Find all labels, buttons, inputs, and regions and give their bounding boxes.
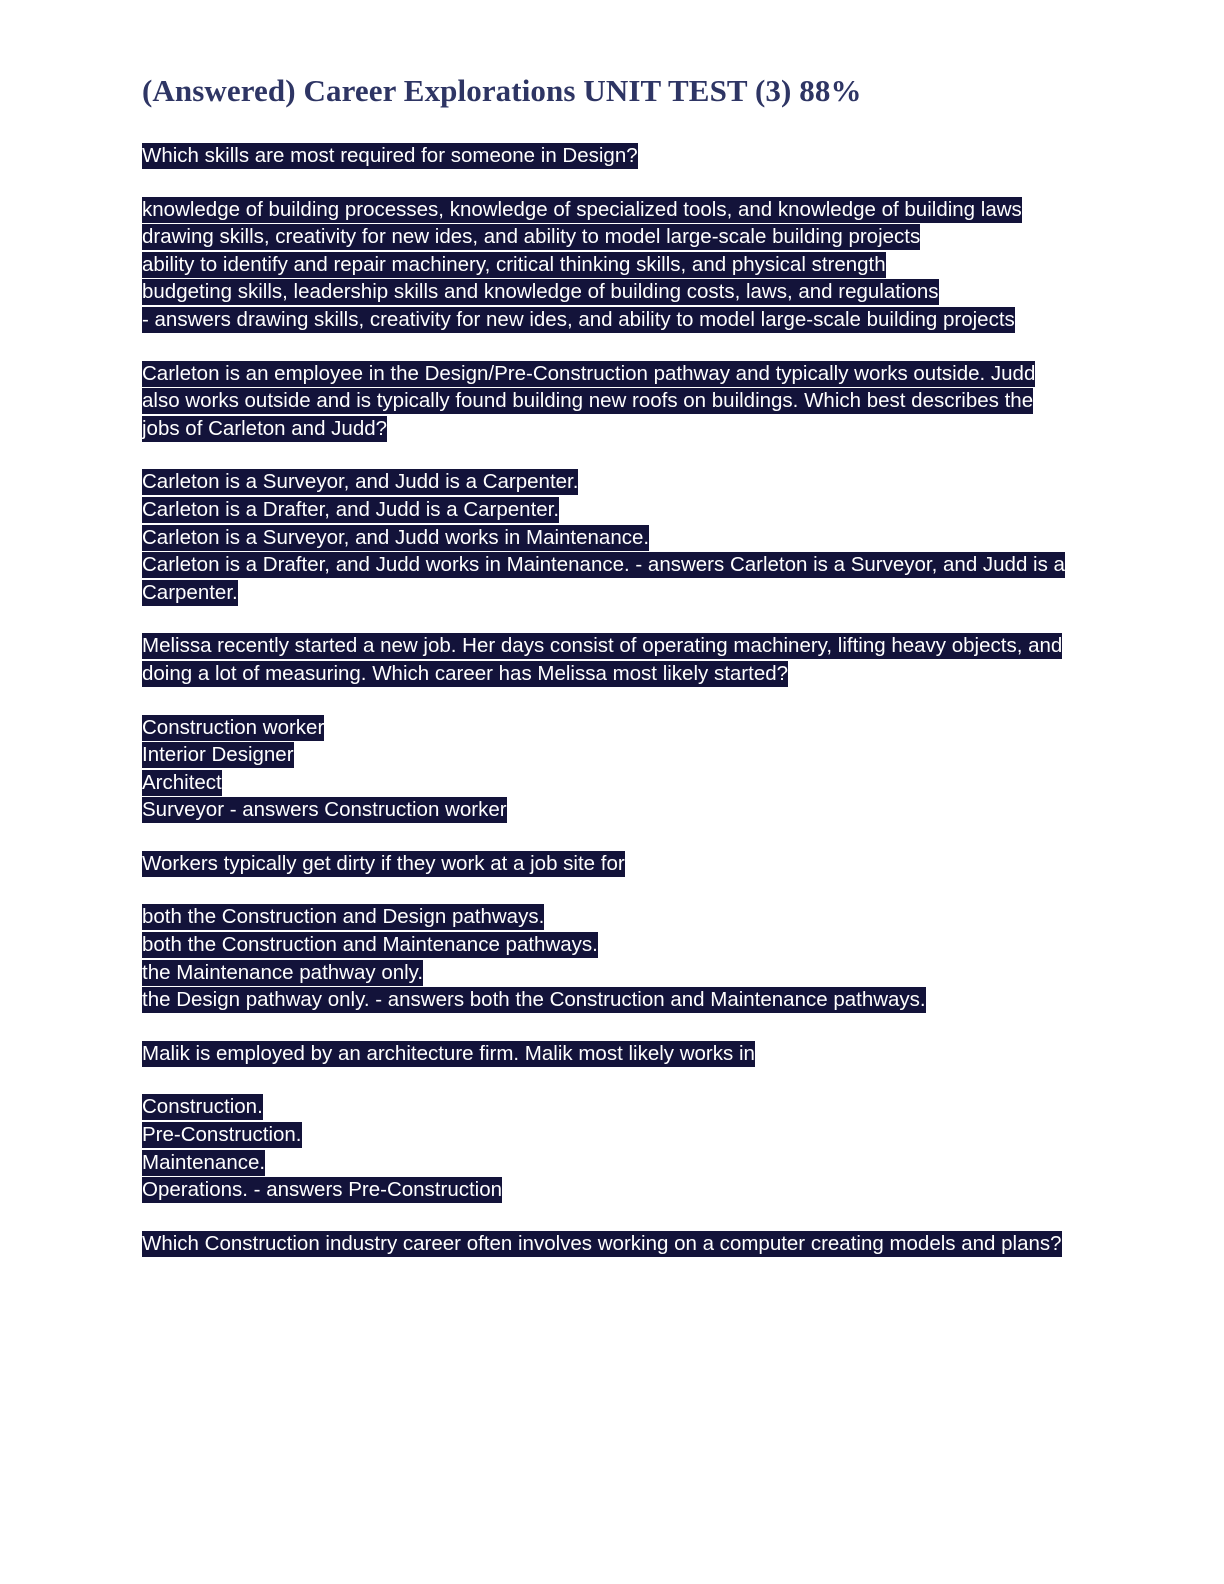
question-prompt-q4: [142, 850, 1072, 878]
answer-label: Carleton is a Drafter, and Judd works in Maintenance. - answers Carleton is a Surveyor, and Judd is a Carpenter.: [142, 553, 1065, 604]
option-label: Maintenance.: [142, 1150, 266, 1174]
document-content: [142, 72, 1072, 1463]
question-prompt-q3: [142, 632, 1072, 687]
option-label: Carleton is a Drafter, and Judd is a Carpenter.: [142, 497, 560, 521]
option-item[interactable]: [142, 278, 1072, 306]
question-prompt-text: Which Construction industry career often involves working on a computer creating models and plans?: [142, 1231, 1062, 1255]
option-list-q3: [142, 714, 1072, 824]
question-prompt-q1: [142, 142, 1072, 170]
page-bottom-whitespace: [142, 1283, 1072, 1463]
option-list-q5: [142, 1093, 1072, 1203]
question-prompt-text: Workers typically get dirty if they work at a job site for: [142, 851, 625, 875]
option-item[interactable]: [142, 524, 1072, 552]
option-label: Construction.: [142, 1095, 263, 1119]
question-prompt-text: Carleton is an employee in the Design/Pre-Construction pathway and typically works outside. Judd also works outside and is typically found building new roofs on buildings. Which best describes the jobs of Carleton and Judd?: [142, 361, 1036, 440]
option-item[interactable]: [142, 903, 1072, 931]
option-item[interactable]: [142, 769, 1072, 797]
option-label: Carleton is a Surveyor, and Judd is a Carpenter.: [142, 470, 579, 494]
option-list-q2: [142, 468, 1072, 606]
option-label: drawing skills, creativity for new ides, and ability to model large-scale building projects: [142, 225, 921, 249]
option-label: Architect: [142, 770, 222, 794]
option-item[interactable]: [142, 959, 1072, 987]
answer-item[interactable]: [142, 986, 1072, 1014]
option-item[interactable]: [142, 1121, 1072, 1149]
option-item[interactable]: [142, 741, 1072, 769]
question-prompt-text: Which skills are most required for someone in Design?: [142, 144, 638, 167]
answer-item[interactable]: [142, 1176, 1072, 1204]
option-label: Carleton is a Surveyor, and Judd works in Maintenance.: [142, 525, 650, 549]
question-prompt-q6: [142, 1230, 1072, 1258]
option-item[interactable]: [142, 223, 1072, 251]
option-item[interactable]: [142, 1149, 1072, 1177]
answer-label: the Design pathway only. - answers both the Construction and Maintenance pathways.: [142, 988, 926, 1012]
answer-item[interactable]: [142, 306, 1072, 334]
question-prompt-text: Melissa recently started a new job. Her days consist of operating machinery, lifting heavy objects, and doing a lot of measuring. Which career has Melissa most likely started?: [142, 634, 1063, 685]
answer-item[interactable]: [142, 796, 1072, 824]
answer-label: Operations. - answers Pre-Construction: [142, 1178, 503, 1202]
option-label: Interior Designer: [142, 743, 294, 767]
answer-label: Surveyor - answers Construction worker: [142, 798, 507, 822]
option-label: budgeting skills, leadership skills and knowledge of building costs, laws, and regulations: [142, 280, 939, 304]
option-label: the Maintenance pathway only.: [142, 960, 424, 984]
option-item[interactable]: [142, 251, 1072, 279]
option-item[interactable]: [142, 196, 1072, 224]
option-label: Pre-Construction.: [142, 1123, 302, 1147]
option-label: ability to identify and repair machinery, critical thinking skills, and physical strength: [142, 252, 886, 276]
question-prompt-q5: [142, 1040, 1072, 1068]
option-item[interactable]: [142, 714, 1072, 742]
page-title: (Answered) Career Explorations UNIT TEST (3) 88%: [142, 73, 862, 108]
option-item[interactable]: [142, 1093, 1072, 1121]
option-label: Construction worker: [142, 715, 325, 739]
option-item[interactable]: [142, 496, 1072, 524]
option-label: knowledge of building processes, knowledge of specialized tools, and knowledge of building laws: [142, 197, 1022, 221]
option-item[interactable]: [142, 468, 1072, 496]
question-prompt-text: Malik is employed by an architecture firm. Malik most likely works in: [142, 1041, 755, 1065]
question-prompt-q2: [142, 360, 1072, 443]
option-list-q4: [142, 903, 1072, 1013]
option-label: both the Construction and Maintenance pathways.: [142, 933, 598, 957]
answer-label: - answers drawing skills, creativity for new ides, and ability to model large-scale building projects: [142, 307, 1015, 331]
option-item[interactable]: [142, 931, 1072, 959]
option-list-q1: [142, 196, 1072, 334]
option-label: both the Construction and Design pathways.: [142, 905, 545, 929]
answer-item[interactable]: [142, 551, 1072, 606]
